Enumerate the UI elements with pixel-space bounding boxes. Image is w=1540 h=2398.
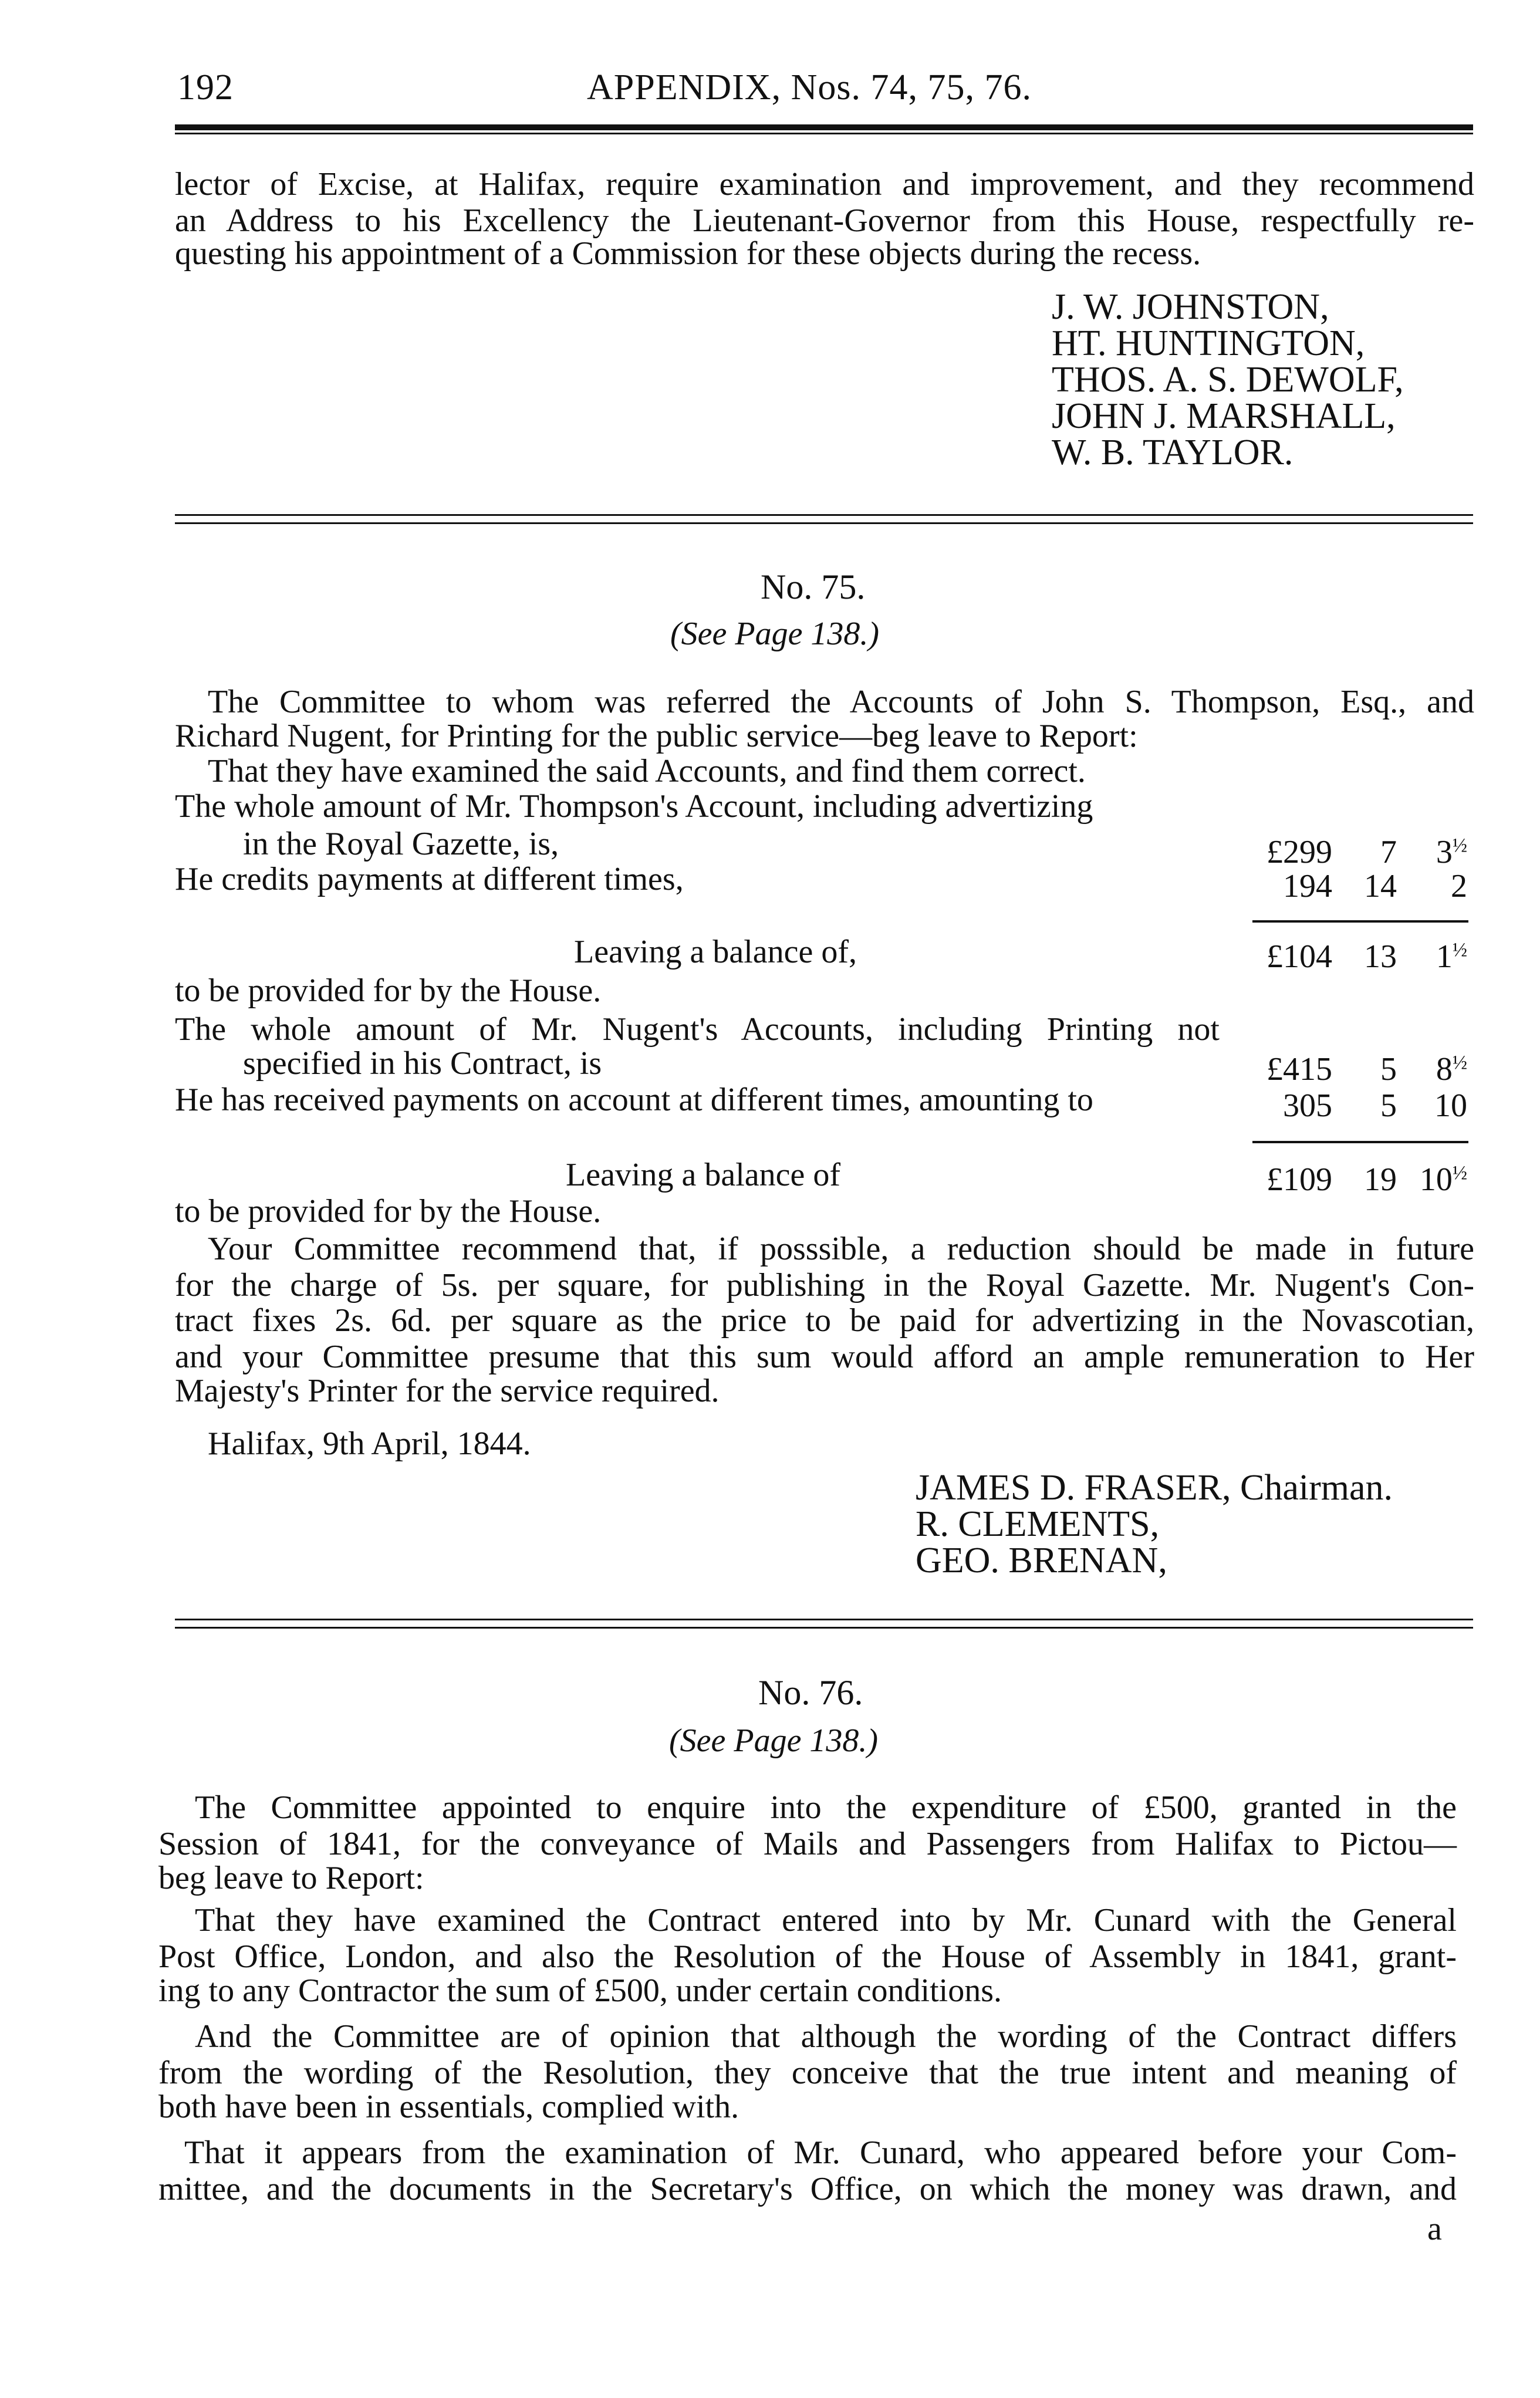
sum-rule bbox=[1252, 920, 1468, 923]
no74-line: an Address to his Excellency the Lieutenant-Governor from this House, respectfully re- bbox=[175, 202, 1474, 239]
section-rule bbox=[175, 514, 1473, 516]
amount-pounds: 305 bbox=[1283, 1087, 1332, 1124]
amount-pence: $1^{\frac{1}{2}}$ bbox=[1436, 938, 1467, 975]
amount-pounds: £415 bbox=[1267, 1051, 1332, 1087]
balance-label: Leaving a balance of bbox=[566, 1157, 840, 1193]
amount-shillings: 19 bbox=[1364, 1161, 1397, 1198]
amount-pounds: £104 bbox=[1267, 938, 1332, 975]
recommend-line: tract fixes 2s. 6d. per square as the price to be paid for advertizing in the Novascotian, bbox=[175, 1302, 1474, 1339]
amount-shillings: 14 bbox=[1364, 868, 1397, 904]
amount-shillings: 5 bbox=[1380, 1051, 1397, 1087]
no75-intro-line: The Committee to whom was referred the Accounts of John S. Thompson, Esq., and bbox=[208, 684, 1474, 720]
no75-intro-line: That they have examined the said Accounts, and find them correct. bbox=[208, 753, 1086, 789]
no74-signature: HT. HUNTINGTON, bbox=[1052, 323, 1365, 363]
section-rule bbox=[175, 1619, 1473, 1620]
sum-rule bbox=[1252, 1141, 1468, 1143]
no76-line: That they have examined the Contract entered into by Mr. Cunard with the General bbox=[195, 1902, 1457, 1938]
no74-signature: THOS. A. S. DEWOLF, bbox=[1052, 360, 1404, 400]
thompson-line: in the Royal Gazette, is, bbox=[243, 826, 559, 862]
page-number: 192 bbox=[177, 67, 234, 107]
header-rule-thick bbox=[175, 124, 1473, 130]
recommend-line: Your Committee recommend that, if posssible, a reduction should be made in future bbox=[208, 1231, 1474, 1267]
no76-line: from the wording of the Resolution, they conceive that the true intent and meaning of bbox=[158, 2055, 1457, 2091]
no76-line: both have been in essentials, complied with. bbox=[158, 2089, 739, 2125]
recommend-line: Majesty's Printer for the service required. bbox=[175, 1373, 720, 1409]
amount-shillings: 5 bbox=[1380, 1087, 1397, 1124]
amount-pounds: £299 bbox=[1267, 834, 1332, 870]
section-title-no76: No. 76. bbox=[758, 1673, 863, 1712]
no76-line: Post Office, London, and also the Resolution of the House of Assembly in 1841, grant- bbox=[158, 1938, 1457, 1975]
amount-pence: 2 bbox=[1451, 868, 1467, 904]
amount-pence: $3^{\frac{1}{2}}$ bbox=[1436, 834, 1467, 870]
provided-line: to be provided for by the House. bbox=[175, 972, 602, 1009]
no75-signature: R. CLEMENTS, bbox=[916, 1504, 1160, 1544]
see-page-ref: (See Page 138.) bbox=[669, 1722, 879, 1759]
no76-line: And the Committee are of opinion that although the wording of the Contract differs bbox=[195, 2018, 1457, 2055]
amount-pounds: 194 bbox=[1283, 868, 1332, 904]
amount-pounds: £109 bbox=[1267, 1161, 1332, 1198]
no74-line: lector of Excise, at Halifax, require examination and improvement, and they recommend bbox=[175, 166, 1474, 202]
amount-pence: $8^{\frac{1}{2}}$ bbox=[1436, 1051, 1467, 1087]
no76-line: beg leave to Report: bbox=[158, 1860, 424, 1896]
no75-signature: JAMES D. FRASER, Chairman. bbox=[916, 1468, 1393, 1508]
recommend-line: for the charge of 5s. per square, for publishing in the Royal Gazette. Mr. Nugent's Con- bbox=[175, 1267, 1474, 1303]
amount-pence: 10 bbox=[1434, 1087, 1467, 1124]
amount-shillings: 13 bbox=[1364, 938, 1397, 975]
nugent-line: specified in his Contract, is bbox=[243, 1045, 602, 1082]
section-title-no75: No. 75. bbox=[761, 568, 866, 606]
no74-signature: JOHN J. MARSHALL, bbox=[1052, 396, 1396, 436]
no74-line: questing his appointment of a Commission for these objects during the recess. bbox=[175, 235, 1201, 272]
amount-pence: $10^{\frac{1}{2}}$ bbox=[1419, 1161, 1467, 1198]
no76-line: The Committee appointed to enquire into the expenditure of £500, granted in the bbox=[195, 1789, 1457, 1826]
section-rule bbox=[175, 522, 1473, 524]
report-date: Halifax, 9th April, 1844. bbox=[208, 1426, 531, 1462]
no76-line: Session of 1841, for the conveyance of Mails and Passengers from Halifax to Pictou— bbox=[158, 1826, 1457, 1862]
nugent-line: The whole amount of Mr. Nugent's Accounts, including Printing not bbox=[175, 1011, 1220, 1048]
no74-signature: W. B. TAYLOR. bbox=[1052, 433, 1294, 472]
section-rule bbox=[175, 1627, 1473, 1629]
credits-label: He credits payments at different times, bbox=[175, 861, 684, 897]
amount-shillings: 7 bbox=[1380, 834, 1397, 870]
no76-line: That it appears from the examination of Mr. Cunard, who appeared before your Com- bbox=[184, 2134, 1457, 2171]
see-page-ref: (See Page 138.) bbox=[670, 616, 880, 652]
received-label: He has received payments on account at different times, amounting to bbox=[175, 1082, 1093, 1118]
recommend-line: and your Committee presume that this sum would afford an ample remuneration to Her bbox=[175, 1339, 1474, 1375]
balance-label: Leaving a balance of, bbox=[574, 934, 857, 970]
provided-line: to be provided for by the House. bbox=[175, 1193, 602, 1230]
page-header-title: APPENDIX, Nos. 74, 75, 76. bbox=[587, 67, 1032, 107]
no75-intro-line: Richard Nugent, for Printing for the public service—beg leave to Report: bbox=[175, 718, 1138, 754]
thompson-line: The whole amount of Mr. Thompson's Account, including advertizing bbox=[175, 788, 1093, 825]
catchword: a bbox=[1427, 2211, 1442, 2247]
no76-line: mittee, and the documents in the Secretary's Office, on which the money was drawn, and bbox=[158, 2171, 1457, 2207]
no74-signature: J. W. JOHNSTON, bbox=[1052, 287, 1329, 327]
no75-signature: GEO. BRENAN, bbox=[916, 1541, 1167, 1580]
header-rule-thin bbox=[175, 133, 1473, 134]
no76-line: ing to any Contractor the sum of £500, under certain conditions. bbox=[158, 1973, 1002, 2009]
